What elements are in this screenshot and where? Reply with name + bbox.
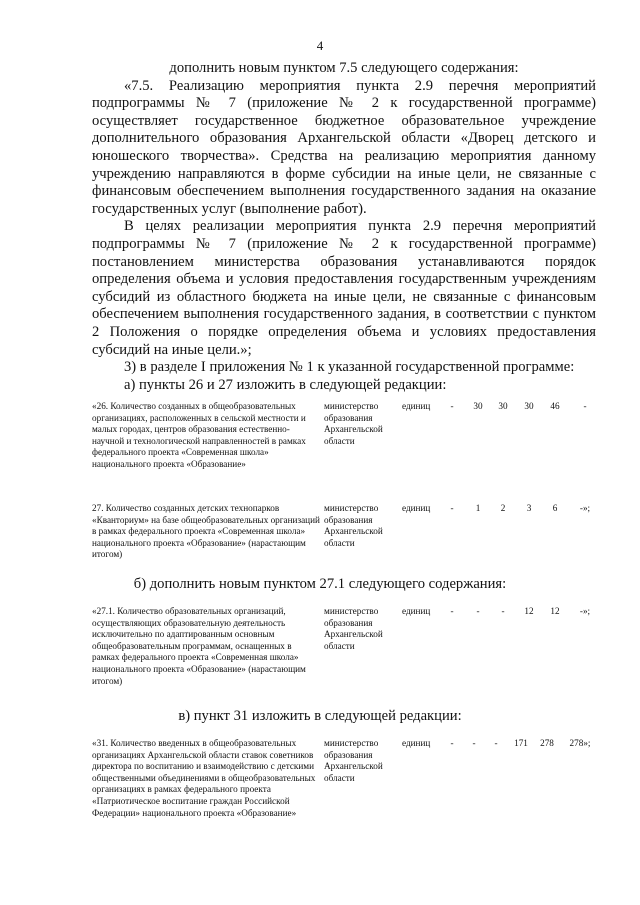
row-unit: единиц	[402, 503, 431, 513]
row-value: -	[450, 401, 454, 411]
row-value: -	[494, 738, 498, 748]
row-unit: единиц	[402, 401, 431, 411]
row-ministry: министерство образования Архангельской области	[324, 738, 383, 783]
row-value: -	[583, 401, 587, 411]
page-number: 4	[316, 38, 324, 53]
item-3b: б) дополнить новым пунктом 27.1 следующего содержания:	[133, 576, 507, 592]
row-value: 2	[500, 503, 506, 513]
row-description: 27. Количество созданных детских технопарков «Кванториум» на базе общеобразовательных организаций в рамках федерального проекта «Современная школа» национального проекта «Образование» (нарастающим итогом)	[92, 503, 320, 560]
row-ministry: министерство образования Архангельской области	[324, 503, 383, 548]
row-value: -»;	[579, 606, 591, 616]
row-value: -	[450, 503, 454, 513]
row-value: 30	[473, 401, 483, 411]
item-3a: а) пункты 26 и 27 изложить в следующей редакции:	[124, 376, 447, 393]
row-value: -	[501, 606, 505, 616]
row-value: 30	[498, 401, 508, 411]
row-description: «26. Количество созданных в общеобразовательных организациях, расположенных в сельской местности и малых городах, центров образования естественно-научной и технологической направленностей в рамках федерального проекта «Современная школа» национального проекта «Образование»	[92, 401, 306, 469]
row-unit: единиц	[402, 606, 431, 616]
row-value: 171	[514, 738, 528, 748]
row-value: 12	[524, 606, 534, 616]
row-ministry: министерство образования Архангельской области	[324, 401, 383, 446]
row-value: 6	[552, 503, 558, 513]
row-value: 12	[550, 606, 560, 616]
row-value: 278	[540, 738, 554, 748]
row-value: -	[450, 738, 454, 748]
row-ministry: министерство образования Архангельской области	[324, 606, 383, 651]
item-3: 3) в разделе I приложения № 1 к указанной государственной программе:	[124, 359, 575, 376]
row-value: 1	[475, 503, 481, 513]
item-3c: в) пункт 31 изложить в следующей редакции:	[178, 708, 462, 724]
row-description: «27.1. Количество образовательных организаций, осуществляющих образовательную деятельность исключительно по адаптированным основным общеобразовательным программам, оснащенных в рамках федерального проекта «Современная школа» национального проекта «Образование» (нарастающим итогом)	[92, 606, 306, 686]
intro-line: дополнить новым пунктом 7.5 следующего содержания:	[169, 60, 519, 76]
row-value: 46	[550, 401, 560, 411]
row-value: -	[472, 738, 476, 748]
main-text	[92, 60, 596, 394]
row-value: -»;	[579, 503, 591, 513]
row-value: -	[450, 606, 454, 616]
row-value: 3	[526, 503, 532, 513]
paragraph-goal: В целях реализации мероприятия пункта 2.9 перечня мероприятий подпрограммы № 7 (приложение № 2 к государственной программе) постановлением министерства образования устанавливаются порядок определения объема и условия предоставления государственным учреждениям субсидий из областного бюджета на иные цели, не связанные с финансовым обеспечением выполнения государственного задания, в соответствии с пунктом 2 Положения о порядке определения объема и условиях предоставления субсидий на иные цели.»;	[92, 218, 596, 358]
row-value: 30	[524, 401, 534, 411]
row-description: «31. Количество введенных в общеобразовательных организациях Архангельской области ставок советников директора по воспитанию и взаимодействию с детскими общественными объединениями в общеобразовательных организациях в рамках федерального проекта «Патриотическое воспитание граждан Российской Федерации» национального проекта «Образование»	[92, 738, 316, 818]
row-value: 278»;	[569, 738, 591, 748]
row-value: -	[476, 606, 480, 616]
paragraph-7-5: «7.5. Реализацию мероприятия пункта 2.9 перечня мероприятий подпрограммы № 7 (приложение № 2 к государственной программе) осуществляет государственное бюджетное образовательное учреждение дополнительного образования Архангельской области «Дворец детского и юношеского творчества». Средства на реализацию мероприятия данному учреждению направляются в форме субсидии на иные цели, не связанные с финансовым обеспечением выполнения государственного задания на оказание государственных услуг (выполнение работ).	[92, 77, 596, 217]
row-unit: единиц	[402, 738, 431, 748]
